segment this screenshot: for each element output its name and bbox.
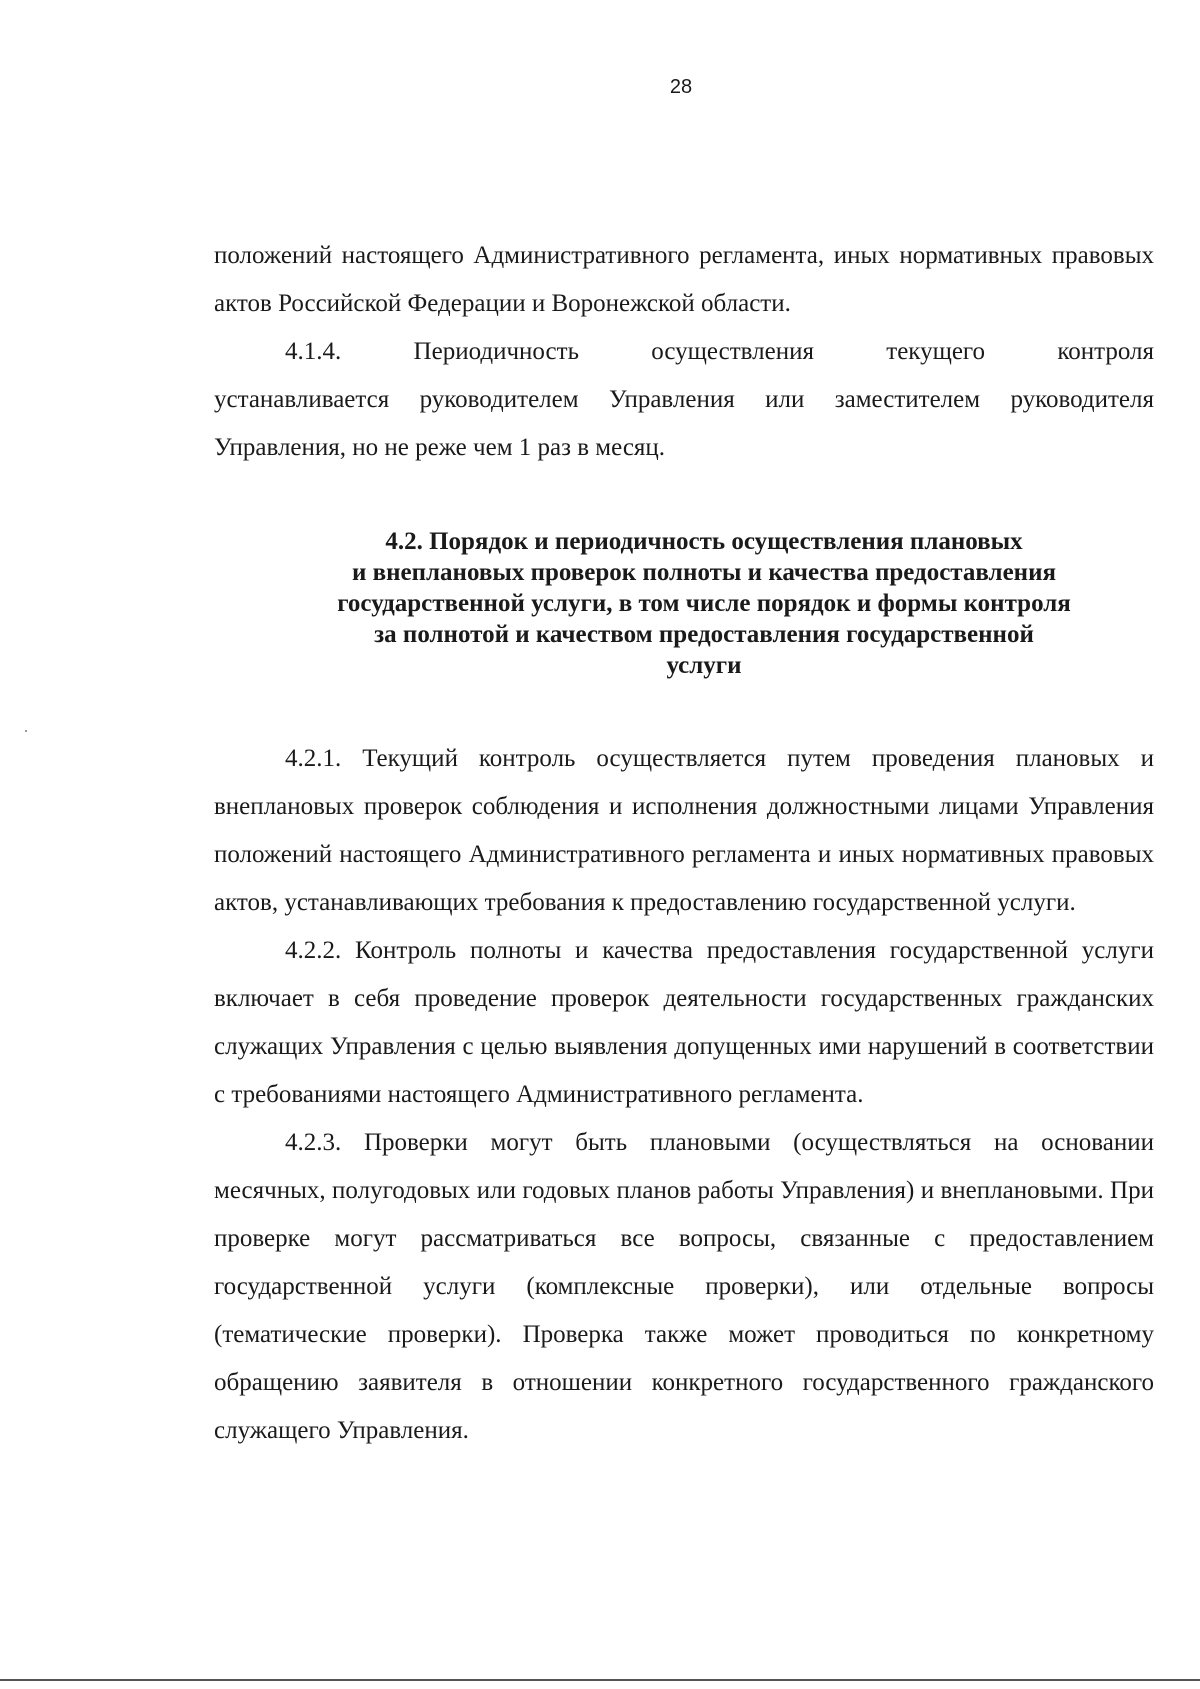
paragraph-4-1-4-rest: устанавливается руководителем Управления или заместителем руководителя Управления, но не реже чем 1 раз в месяц. xyxy=(214,386,1154,461)
heading-line: 4.2. Порядок и периодичность осуществления плановых xyxy=(385,528,1023,555)
scan-bottom-edge xyxy=(0,1679,1200,1681)
section-heading xyxy=(214,526,1154,681)
heading-line: государственной услуги, в том числе порядок и формы контроля xyxy=(337,590,1071,617)
paragraph-4-2-3: 4.2.3. Проверки могут быть плановыми (осуществляться на основании месячных, полугодовых или годовых планов работы Управления) и внеплановыми. При проверке могут рассматриваться все вопросы, связанные с предоставлением государственной услуги (комплексные проверки), или отдельные вопросы (тематические проверки). Проверка также может проводиться по конкретному обращению заявителя в отношении конкретного государственного гражданского служащего Управления. xyxy=(214,1129,1154,1444)
heading-line: за полнотой и качеством предоставления государственной xyxy=(374,621,1034,648)
section-heading-text xyxy=(254,526,1154,681)
paragraph-4-2-2: 4.2.2. Контроль полноты и качества предоставления государственной услуги включает в себя проведение проверок деятельности государственных гражданских служащих Управления с целью выявления допущенных ими нарушений в соответствии с требованиями настоящего Административного регламента. xyxy=(214,937,1154,1108)
page-number: 28 xyxy=(669,76,693,98)
paragraph-4-2-1: 4.2.1. Текущий контроль осуществляется путем проведения плановых и внеплановых проверок соблюдения и исполнения должностными лицами Управления положений настоящего Административного регламента и иных нормативных правовых актов, устанавливающих требования к предоставлению государственной услуги. xyxy=(214,745,1154,916)
document-body xyxy=(214,232,1154,1455)
continuation-paragraph: положений настоящего Административного регламента, иных нормативных правовых актов Российской Федерации и Воронежской области. xyxy=(214,242,1154,317)
heading-line: услуги xyxy=(666,652,742,679)
heading-line: и внеплановых проверок полноты и качества предоставления xyxy=(351,559,1057,586)
scan-speck xyxy=(25,730,27,732)
paragraph-4-1-4-first-line: 4.1.4. Периодичность осуществления текущего контроля xyxy=(285,338,1154,365)
